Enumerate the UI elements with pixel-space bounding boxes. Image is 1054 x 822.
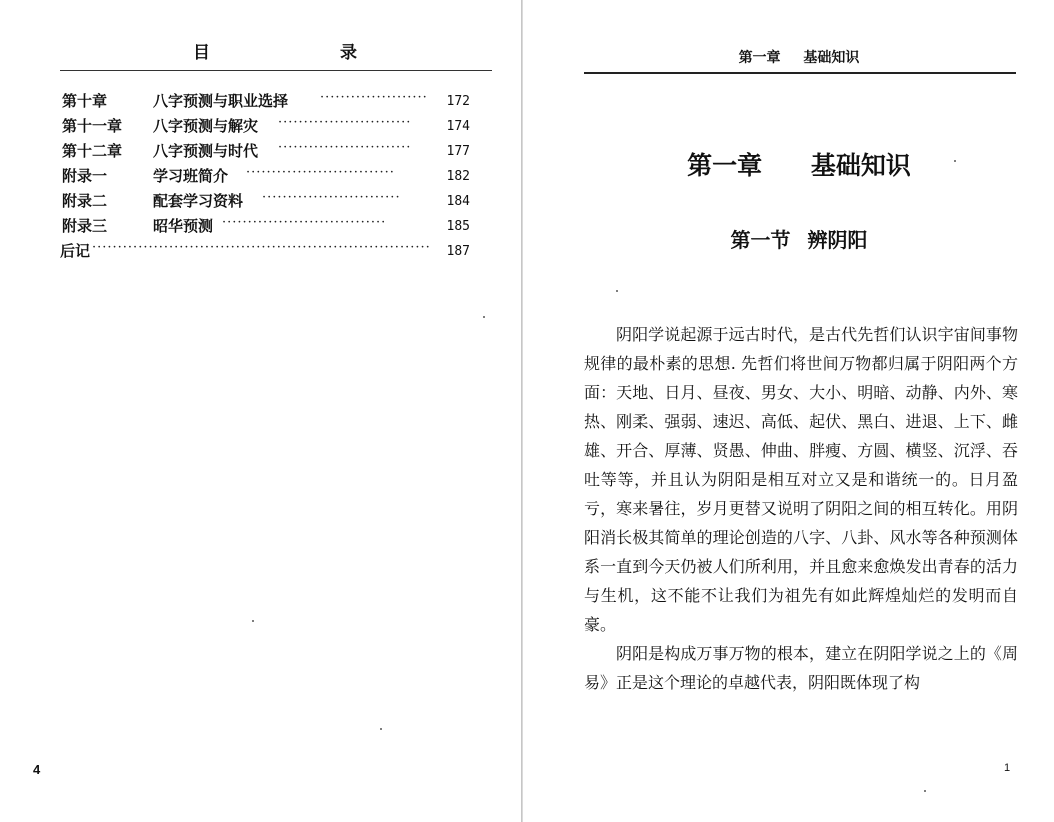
toc-entry-page: 187 (446, 244, 470, 259)
page-number-left: 4 (33, 762, 41, 777)
toc-leader-dots: ····················· (320, 90, 428, 105)
scan-speck (924, 790, 926, 792)
body-paragraph: 阴阳是构成万事万物的根本，建立在阴阳学说之上的《周易》正是这个理论的卓越代表，阴阳既体现了构 (584, 644, 1018, 692)
toc-entry-title: 后记 (60, 242, 91, 260)
scan-speck (252, 620, 254, 622)
toc-entry-page: 184 (446, 194, 470, 209)
toc-title-rule (60, 70, 492, 71)
toc-entry-title: 八字预测与时代 (153, 142, 259, 160)
toc-entry-number: 第十一章 (62, 117, 123, 135)
toc-entry-page: 172 (446, 94, 470, 109)
scan-speck (380, 728, 382, 730)
toc-entry-title: 八字预测与职业选择 (153, 92, 289, 110)
toc-entry-number: 附录三 (62, 217, 108, 235)
toc-entry-chapter-12[interactable] (60, 138, 470, 163)
toc-entry-page: 177 (446, 144, 470, 159)
book-gutter (521, 0, 523, 822)
toc-entry-title: 八字预测与解灾 (153, 117, 259, 135)
toc-entry-page: 182 (446, 169, 470, 184)
body-paragraph: 阴阳学说起源于远古时代，是古代先哲们认识宇宙间事物规律的最朴素的思想. 先哲们将世间万物都归属于阴阳两个方面：天地、日月、昼夜、男女、大小、明暗、动静、内外、寒热、刚柔、强弱、速迟、高低、起伏、黑白、进退、上下、雌雄、开合、厚薄、贤愚、伸曲、胖瘦、方圆、横竖、沉浮、吞吐等等，并且认为阴阳是相互对立又是和谐统一的。日月盈亏，寒来暑往，岁月更替又说明了阴阳之间的相互转化。用阴阳消长极其简单的理论创造的八字、八卦、风水等各种预测体系一直到今天仍被人们所利用，并且愈来愈焕发出青春的活力与生机，这不能不让我们为祖先有如此辉煌灿烂的发明而自豪。 (584, 325, 1018, 634)
toc-entry-number: 第十二章 (62, 142, 123, 160)
right-page (524, 0, 1054, 822)
toc-entry-title: 昭华预测 (153, 217, 214, 235)
scan-speck (954, 160, 956, 162)
toc-list (60, 88, 470, 263)
toc-entry-appendix-1[interactable] (60, 163, 470, 188)
toc-entry-number: 附录一 (62, 167, 108, 185)
toc-entry-title: 学习班简介 (153, 167, 229, 185)
section-title: 第一节 辨阴阳 (730, 228, 868, 252)
scan-speck (483, 316, 485, 318)
toc-leader-dots: ·································································· (92, 240, 431, 255)
running-head-rule (584, 72, 1016, 74)
toc-entry-title: 配套学习资料 (153, 192, 244, 210)
toc-entry-page: 174 (446, 119, 470, 134)
running-head: 第一章 基础知识 (738, 50, 860, 66)
toc-entry-chapter-10[interactable] (60, 88, 470, 113)
toc-leader-dots: ································ (222, 215, 387, 230)
toc-entry-chapter-11[interactable] (60, 113, 470, 138)
toc-entry-appendix-2[interactable] (60, 188, 470, 213)
toc-leader-dots: ····························· (246, 165, 395, 180)
toc-leader-dots: ·························· (278, 140, 412, 155)
scan-speck (616, 290, 618, 292)
toc-entry-number: 第十章 (62, 92, 108, 110)
chapter-title: 第一章 基础知识 (687, 151, 911, 180)
toc-entry-number: 附录二 (62, 192, 108, 210)
toc-entry-appendix-3[interactable] (60, 213, 470, 238)
toc-title: 目 录 (193, 43, 419, 63)
page-number-right: 1 (1004, 762, 1011, 774)
toc-entry-afterword[interactable] (60, 238, 470, 263)
toc-entry-page: 185 (446, 219, 470, 234)
toc-leader-dots: ·························· (278, 115, 412, 130)
toc-leader-dots: ··························· (262, 190, 401, 205)
body-text (584, 320, 1018, 697)
left-page (0, 0, 522, 822)
